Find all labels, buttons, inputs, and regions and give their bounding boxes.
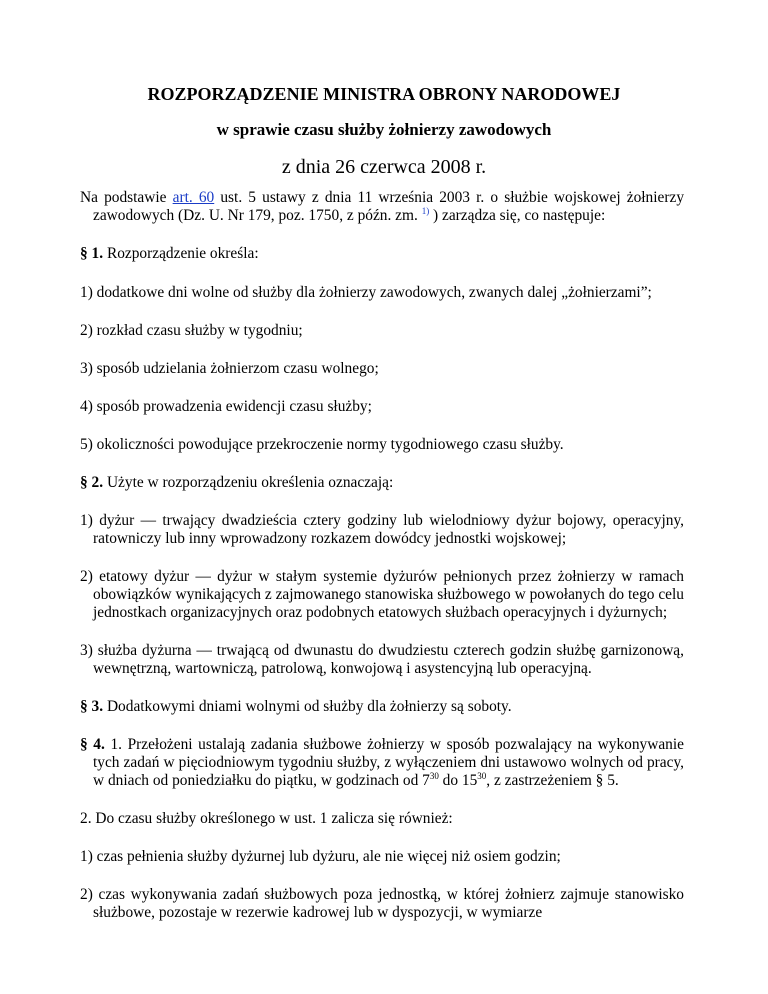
section-3	[80, 698, 684, 716]
document-body	[80, 189, 684, 922]
section-1-item-4: 4) sposób prowadzenia ewidencji czasu służby;	[80, 398, 372, 415]
section-1-text: Rozporządzenie określa:	[103, 245, 259, 262]
section-2-item-2: 2) etatowy dyżur — dyżur w stałym systemie dyżurów pełnionych przez żołnierzy w ramach obowiązków wynikających z zajmowanego stanowiska służbowego w powołanych do tego celu jednostkach organizacyjnych oraz podobnych etatowych służbach operacyjnych i dyżurnych;	[80, 568, 684, 621]
section-3-text: Dodatkowymi dniami wolnymi od służby dla żołnierzy są soboty.	[103, 698, 512, 715]
section-2-text: Użyte w rozporządzeniu określenia oznaczają:	[103, 474, 394, 491]
section-4-mark: § 4.	[80, 736, 105, 753]
preamble-text-after: ) zarządza się, co następuje:	[429, 207, 606, 224]
section-2-heading	[80, 474, 684, 492]
section-1-item-3: 3) sposób udzielania żołnierzom czasu wolnego;	[80, 360, 379, 377]
section-1-mark: § 1.	[80, 245, 104, 262]
article-link[interactable]: art. 60	[172, 189, 215, 206]
section-2-mark: § 2.	[80, 474, 104, 491]
document-title: ROZPORZĄDZENIE MINISTRA OBRONY NARODOWEJ	[147, 84, 621, 104]
preamble-text-before: Na podstawie	[80, 189, 173, 206]
section-1-heading	[80, 245, 684, 263]
section-3-mark: § 3.	[80, 698, 104, 715]
preamble	[80, 189, 684, 225]
document-date: z dnia 26 czerwca 2008 r.	[281, 156, 487, 178]
section-1-item-2: 2) rozkład czasu służby w tygodniu;	[80, 322, 303, 339]
time-superscript-2: 30	[477, 770, 487, 781]
preamble-text-middle: ust. 5 ustawy z dnia 11 września 2003 r. o służbie wojskowej żołnierzy zawodowych (Dz. U. Nr 179, poz. 1750, z późn. zm.	[93, 189, 685, 224]
section-1-item-5: 5) okoliczności powodujące przekroczenie normy tygodniowego czasu służby.	[80, 436, 564, 453]
footnote-link[interactable]: 1)	[421, 205, 430, 216]
section-4-paragraph-2: 2. Do czasu służby określonego w ust. 1 zalicza się również:	[80, 810, 453, 827]
time-superscript-1: 30	[429, 770, 439, 781]
section-1-item-1: 1) dodatkowe dni wolne od służby dla żołnierzy zawodowych, zwanych dalej „żołnierzami”;	[80, 284, 652, 301]
section-4-paragraph-1	[80, 736, 684, 790]
section-4-p1-before: 1. Przełożeni ustalają zadania służbowe żołnierzy w sposób pozwalający na wykonywanie tych zadań w pięciodniowym tygodniu służby, z wyłączeniem dni ustawowo wolnych od pracy, w dniach od poniedziałku do piątku, w godzinach od 7	[93, 736, 684, 789]
section-4-item-1: 1) czas pełnienia służby dyżurnej lub dyżuru, ale nie więcej niż osiem godzin;	[80, 848, 561, 865]
section-2-item-1: 1) dyżur — trwający dwadzieścia cztery godziny lub wielodniowy dyżur bojowy, operacyjny, ratowniczy lub inny wprowadzony rozkazem dowódcy jednostki wojskowej;	[80, 512, 684, 547]
document-subtitle: w sprawie czasu służby żołnierzy zawodowych	[216, 120, 552, 139]
section-4-item-2: 2) czas wykonywania zadań służbowych poza jednostką, w której żołnierz zajmuje stanowisko służbowe, pozostaje w rezerwie kadrowej lub w dyspozycji, w wymiarze	[80, 886, 684, 921]
section-2-item-3: 3) służba dyżurna — trwającą od dwunastu do dwudziestu czterech godzin służbę garnizonową, wewnętrzną, wartowniczą, patrolową, konwojową i asystencyjną lub operacyjną.	[80, 642, 684, 677]
section-4-p1-mid: do 15	[438, 772, 478, 789]
section-4-p1-after: , z zastrzeżeniem § 5.	[486, 772, 619, 789]
